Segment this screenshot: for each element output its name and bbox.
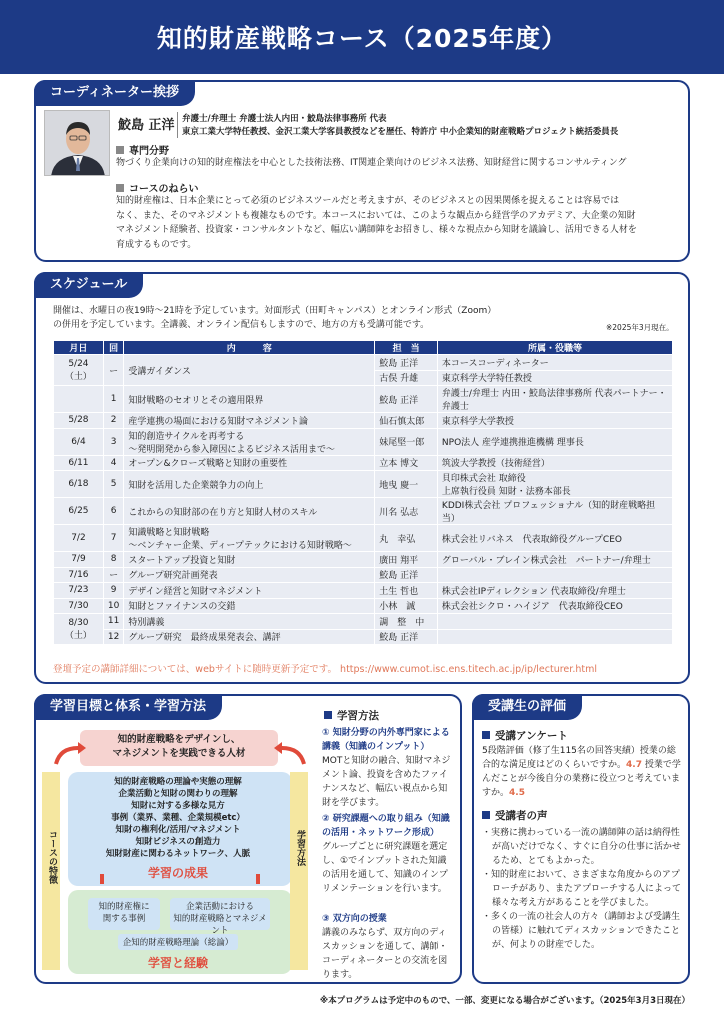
outcome-item: 知的財産戦略の理論や実態の理解 <box>114 777 242 787</box>
cell-content: オープン&クローズ戦略と知財の重要性 <box>124 455 375 471</box>
cell-affil <box>437 567 672 583</box>
table-row <box>54 498 673 525</box>
cell-no: ー <box>103 567 123 583</box>
th-no: 回 <box>103 341 123 355</box>
field-label <box>116 142 169 157</box>
cell-date: 7/2 <box>54 525 104 552</box>
coordinator-heading: コーディネーター挨拶 <box>34 80 195 106</box>
side-label-left: コースの特徴 <box>47 830 57 884</box>
cell-content: これからの知財部の在り方と知財人材のスキル <box>124 498 375 525</box>
cell-no: 12 <box>103 629 123 645</box>
voice-list <box>482 826 682 952</box>
cell-content: 知識戦略と知財戦略 〜ベンチャー企業、ディープテックにおける知財戦略〜 <box>124 525 375 552</box>
field-text: 物づくり企業向けの知的財産権法を中心とした技術法務、IT関連企業向けのビジネス法務、知財経営に関するコンサルティング <box>116 158 627 168</box>
cell-content: 受講ガイダンス <box>124 355 375 386</box>
survey-label <box>482 728 568 743</box>
cell-no: 5 <box>103 471 123 498</box>
voice-item: ・知的財産において、さまざまな角度からのアプローチがあり、またアプローチする人によって様々な考え方があることを学びました。 <box>482 870 682 908</box>
square-bullet-icon <box>116 184 124 192</box>
cell-date: 7/23 <box>54 583 104 599</box>
method-2-title: ② 研究課題への取り組み（知識の活用・ネットワーク形成） <box>322 814 450 838</box>
voice-text: 実務に携わっている一流の講師陣の話は納得性が高いだけでなく、すぐに自分の仕事に活かせるため、とてもよかった。 <box>491 828 681 866</box>
cell-content: デザイン経営と知財マネジメント <box>124 583 375 599</box>
cell-content: 知的創造サイクルを再考する 〜発明開発から参入障因によるビジネス活用まで〜 <box>124 428 375 455</box>
cell-no: 3 <box>103 428 123 455</box>
aim-text <box>116 194 637 252</box>
cell-lecturer: 鮫島 正洋 <box>375 629 438 645</box>
cell-affil: 東京科学大学特任教授 <box>437 370 672 386</box>
cell-lecturer: 調 整 中 <box>375 614 438 630</box>
cell-no: 8 <box>103 552 123 568</box>
table-header-row <box>54 341 673 355</box>
cell-content: グループ研究 最終成果発表会、講評 <box>124 629 375 645</box>
cell-lecturer: 古俣 升雄 <box>375 370 438 386</box>
cell-date: 6/18 <box>54 471 104 498</box>
voice-item: ・多くの一流の社会人の方々（講師および受講生の皆様）に触れてディスカッションできたことが、何よりの財産でした。 <box>482 912 681 950</box>
coordinator-role-2: 東京工業大学特任教授、金沢工業大学客員教授などを歴任、特許庁 中小企業知的財産戦略プロジェクト統括委員長 <box>182 127 619 137</box>
voice-text: 知的財産において、さまざまな角度からのアプローチがあり、またアプローチする人によって様々な考え方があることを学びました。 <box>491 870 682 908</box>
cell-date: 6/11 <box>54 455 104 471</box>
cell-lecturer: 妹尾堅一郎 <box>375 428 438 455</box>
lecturer-note-link[interactable]: 登壇予定の講師詳細については、webサイトに随時更新予定です。 https://www.cumot.isc.ens.titech.ac.jp/ip/lecturer.html <box>53 664 597 675</box>
method-1-title: ① 知財分野の内外専門家による講義（知識のインプット） <box>322 728 450 752</box>
outcome-item: 知財に対する多様な見方 <box>131 801 225 811</box>
table-row <box>54 455 673 471</box>
cell-no: 10 <box>103 598 123 614</box>
aim-line: 育成するものです。 <box>116 239 197 250</box>
th-date: 月日 <box>54 341 104 355</box>
schedule-intro-2: の併用を予定しています。全講義、オンライン配信もしますので、地方の方も受講可能です。 <box>53 320 430 330</box>
outcome-list <box>72 776 284 860</box>
cell-affil <box>437 614 672 630</box>
person-icon <box>45 111 110 176</box>
cell-content: 知財戦略のセオリとその適用限界 <box>124 386 375 413</box>
method-1-text: MOTと知財の融合、知財マネジメント論、投資を含めたファイナンスなど、幅広い視点から知財を学びます。 <box>322 756 451 808</box>
square-bullet-icon <box>116 146 124 154</box>
cell-no: 6 <box>103 498 123 525</box>
method-label-text: 学習方法 <box>337 710 379 722</box>
method-3-title: ③ 双方向の授業 <box>322 914 387 924</box>
score-1: 4.7 <box>626 760 642 770</box>
aim-line: なく、また、そのマネジメントも複雑なものです。本コースにおいては、このような観点から経営学のアカデミア、大企業の知財 <box>116 210 636 221</box>
cell-affil: NPO法人 産学連携推進機構 理事長 <box>437 428 672 455</box>
aim-line: マネジメント経験者、投資家・コンサルタントなど、幅広い講師陣をお招きし、様々な視点から知財を議論し、活用できる人材を <box>116 225 637 235</box>
table-row <box>54 428 673 455</box>
aim-line: 知的財産権は、日本企業にとって必須のビジネスツールだと考えますが、そのビジネスとの因果関係を捉えることは容易では <box>116 196 620 206</box>
cell-affil: 東京科学大学教授 <box>437 413 672 429</box>
outcome-item: 事例（業界、業種、企業規模etc） <box>111 813 245 823</box>
evaluation-heading: 受講生の評価 <box>472 694 582 720</box>
cell-affil: グローバル・ブレイン株式会社 パートナー/弁理士 <box>437 552 672 568</box>
cell-affil: 株式会社シクロ・ハイジア 代表取締役CEO <box>437 598 672 614</box>
schedule-heading: スケジュール <box>34 272 143 298</box>
score-2: 4.5 <box>509 788 525 798</box>
cell-lecturer: 川名 弘志 <box>375 498 438 525</box>
learning-heading: 学習目標と体系・学習方法 <box>34 694 222 720</box>
footer-note: ※本プログラムは予定中のもので、一部、変更になる場合がございます。（2025年3月3日現在） <box>319 996 690 1006</box>
cell-content: 産学連携の場面における知財マネジメント論 <box>124 413 375 429</box>
cell-no: ー <box>103 355 123 386</box>
table-row <box>54 525 673 552</box>
schedule-body <box>54 355 673 645</box>
survey-q1: 5段階評価（修了生115名の回答実績）授業の総合的な満足度はどのくらいですか。 <box>482 746 676 770</box>
table-row <box>54 471 673 498</box>
cell-date: 5/28 <box>54 413 104 429</box>
outcome-title: 学習の成果 <box>147 866 208 880</box>
survey-label-text: 受講アンケート <box>495 730 568 742</box>
th-lecturer: 担 当 <box>375 341 438 355</box>
cell-affil: 株式会社リバネス 代表取締役グループCEO <box>437 525 672 552</box>
square-bullet-icon <box>324 711 332 719</box>
exp-left: 知的財産権に 関する事例 <box>98 902 150 924</box>
cell-affil: 本コースコーディネーター <box>437 355 672 371</box>
exp-right: 企業活動における 知的財産戦略とマネジメント <box>173 902 267 936</box>
coordinator-photo <box>44 110 110 176</box>
cell-date: 5/24（土） <box>54 355 104 386</box>
schedule-table <box>53 340 673 645</box>
table-row <box>54 583 673 599</box>
table-row <box>54 386 673 413</box>
cell-content: グループ研究計画発表 <box>124 567 375 583</box>
voice-label-text: 受講者の声 <box>495 810 548 822</box>
cell-date <box>54 386 104 413</box>
survey-text <box>482 744 682 800</box>
outcome-item: 企業活動と知財の関わりの理解 <box>118 789 238 799</box>
cell-no: 4 <box>103 455 123 471</box>
square-bullet-icon <box>482 811 490 819</box>
cell-no: 7 <box>103 525 123 552</box>
cell-affil <box>437 629 672 645</box>
goal-box: 知的財産戦略をデザインし、 マネジメントを実践できる人材 <box>112 734 246 759</box>
schedule-intro-1: 開催は、水曜日の夜19時〜21時を予定しています。対面形式（田町キャンパス）とオンライン形式（Zoom） <box>53 306 497 316</box>
voice-label <box>482 808 548 823</box>
cell-date: 7/9 <box>54 552 104 568</box>
voice-text: 多くの一流の社会人の方々（講師および受講生の皆様）に触れてディスカッションできたことが、何よりの財産でした。 <box>491 912 681 950</box>
coordinator-role-1: 弁護士/弁理士 弁護士法人内田・鮫島法律事務所 代表 <box>182 114 387 124</box>
cell-lecturer: 鮫島 正洋 <box>375 567 438 583</box>
cell-affil: 貝印株式会社 取締役 上席執行役員 知財・法務本部長 <box>437 471 672 498</box>
cell-date: 6/4 <box>54 428 104 455</box>
cell-affil: KDDI株式会社 プロフェッショナル（知的財産戦略担当） <box>437 498 672 525</box>
table-row <box>54 567 673 583</box>
cell-lecturer: 土生 哲也 <box>375 583 438 599</box>
cell-lecturer: 立本 博文 <box>375 455 438 471</box>
cell-lecturer: 鮫島 正洋 <box>375 386 438 413</box>
square-bullet-icon <box>482 731 490 739</box>
table-row <box>54 552 673 568</box>
table-row <box>54 598 673 614</box>
method-3-text: 講義のみならず、双方向のディスカッションを通して、講師・コーディネーターとの交流を図ります。 <box>322 928 448 980</box>
cell-lecturer: 鮫島 正洋 <box>375 355 438 371</box>
voice-item: ・実務に携わっている一流の講師陣の話は納得性が高いだけでなく、すぐに自分の仕事に活かせるため、とてもよかった。 <box>482 828 681 866</box>
survey-q2: 授業で学んだことが今後自分の業務に役立つと考えていますか。 <box>482 760 681 798</box>
outcome-item: 知財の権利化/活用/マネジメント <box>115 825 241 835</box>
method-2-text: グループごとに研究課題を選定し、①でインプットされた知識の活用を通して、知識のインプリメンテーションを行います。 <box>322 842 448 894</box>
cell-affil: 弁護士/弁理士 内田・鮫島法律事務所 代表パートナー・弁護士 <box>437 386 672 413</box>
outcome-item: 知財財産に関わるネットワーク、人脈 <box>105 849 251 859</box>
cell-no: 9 <box>103 583 123 599</box>
cell-affil: 筑波大学教授（技術経営） <box>437 455 672 471</box>
th-affil: 所属・役職等 <box>437 341 672 355</box>
table-row <box>54 614 673 630</box>
cell-lecturer: 丸 幸弘 <box>375 525 438 552</box>
cell-no: 1 <box>103 386 123 413</box>
cell-date: 6/25 <box>54 498 104 525</box>
cell-affil: 株式会社IPディレクション 代表取締役/弁理士 <box>437 583 672 599</box>
cell-date: 7/30 <box>54 598 104 614</box>
field-label-text: 専門分野 <box>129 146 169 157</box>
table-row <box>54 355 673 371</box>
cell-content: 特別講義 <box>124 614 375 630</box>
schedule-asof: ※2025年3月現在。 <box>606 323 674 332</box>
cell-no: 2 <box>103 413 123 429</box>
cell-lecturer: 仙石慎太郎 <box>375 413 438 429</box>
cell-no: 11 <box>103 614 123 630</box>
name-divider <box>177 112 178 138</box>
page-title: 知的財産戦略コース（2025年度） <box>0 0 724 74</box>
cell-content: スタートアップ投資と知財 <box>124 552 375 568</box>
side-label-right: 学習方法 <box>295 830 305 866</box>
exp-title: 学習と経験 <box>147 956 208 970</box>
coordinator-name: 鮫島 正洋 <box>118 118 175 133</box>
table-row <box>54 413 673 429</box>
outcome-item: 知財ビジネスの創造力 <box>135 837 221 847</box>
exp-bottom: 企知的財産戦略理論（総論） <box>122 938 234 948</box>
th-content: 内 容 <box>124 341 375 355</box>
cell-date: 7/16 <box>54 567 104 583</box>
method-label <box>324 708 379 723</box>
cell-lecturer: 小林 誠 <box>375 598 438 614</box>
cell-lecturer: 廣田 翔平 <box>375 552 438 568</box>
cell-lecturer: 地曳 慶一 <box>375 471 438 498</box>
cell-content: 知財を活用した企業競争力の向上 <box>124 471 375 498</box>
aim-label-text: コースのねらい <box>129 184 199 195</box>
cell-date: 8/30（土） <box>54 614 104 645</box>
aim-label <box>116 180 199 195</box>
cell-content: 知財とファイナンスの交錯 <box>124 598 375 614</box>
table-row <box>54 629 673 645</box>
